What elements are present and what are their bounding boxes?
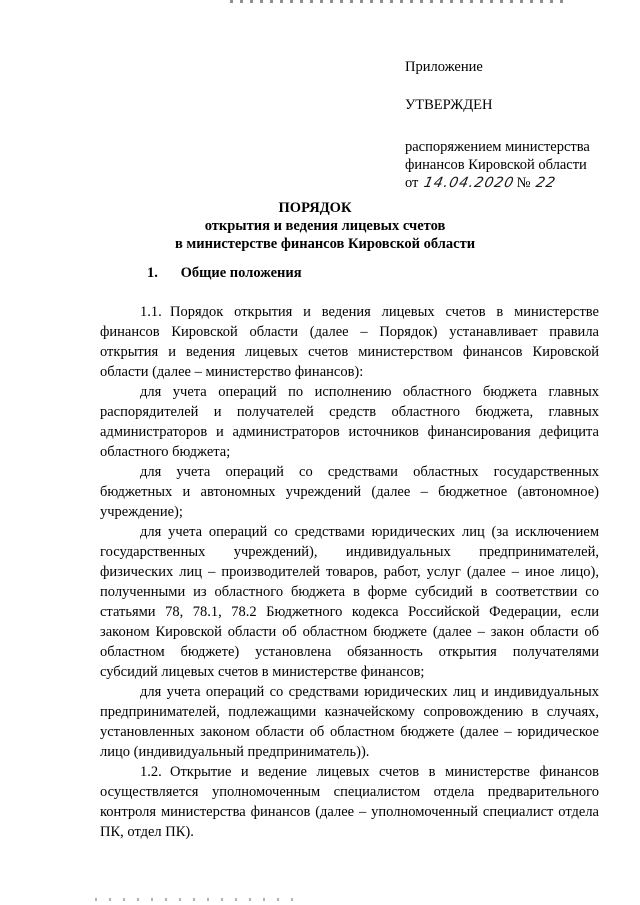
paragraph-text: для учета операций со средствами юридических лиц (за исключением государственных учреждений), индивидуальных предпринимателей, физических лиц – производителей товаров, работ, услуг (далее – иное лицо), полученными из областного бюджета в форме субсидий в соответствии со статьями 78, 78.1, 78.2 Бюджетного кодекса Российской Федерации, если законом Кировской области об областном бюджете (далее – закон области об областном бюджете) установлена обязанность открытия получателями субсидий лицевых счетов в министерстве финансов; (100, 524, 599, 680)
paragraph-text: для учета операций по исполнению областного бюджета главных распорядителей и получателей средств областного бюджета, главных администраторов и администраторов источников финансирования дефицита областного бюджета; (100, 384, 599, 460)
title-line-3: в министерстве финансов Кировской области (174, 236, 476, 252)
paragraph-1-1 (100, 302, 599, 382)
document-title (0, 199, 640, 253)
paragraph-text: Порядок открытия и ведения лицевых счетов в министерстве финансов Кировской области (далее – Порядок) устанавливает правила открытия и ведения лицевых счетов министерством финансов Кировской области (далее – министерство финансов): (100, 304, 599, 380)
paragraph-text: для учета операций со средствами юридических лиц и индивидуальных предпринимателей, подлежащими казначейскому сопровождению в случаях, установленных законом области об областном бюджете (далее – юридическое лицо (индивидуальный предприниматель)). (100, 684, 599, 760)
scan-artifact-bottom (95, 898, 295, 901)
handwritten-number: 22 (534, 175, 558, 191)
approved-label: УТВЕРЖДЕН (405, 97, 493, 113)
handwritten-date: 14.04.2020 (422, 175, 517, 191)
number-label: № (516, 175, 531, 191)
from-label: от (405, 175, 419, 191)
paragraph-text: Открытие и ведение лицевых счетов в министерстве финансов осуществляется уполномоченным специалистом отдела предварительного контроля министерства финансов (далее – уполномоченный специалист отдела ПК, отдел ПК). (100, 764, 599, 840)
scan-artifact-top (230, 0, 570, 3)
approval-date-line (405, 174, 625, 192)
section-heading (147, 264, 302, 282)
title-line-2: открытия и ведения лицевых счетов (204, 218, 446, 234)
paragraph-budget (100, 382, 599, 462)
paragraph-1-2 (100, 762, 599, 842)
appendix-label: Приложение (405, 59, 483, 75)
paragraph-institutions (100, 462, 599, 522)
section-number: 1. (147, 265, 158, 281)
document-body (100, 302, 599, 842)
paragraph-treasury-support (100, 682, 599, 762)
paragraph-number: 1.1. (140, 304, 162, 320)
paragraph-text: для учета операций со средствами областных государственных бюджетных и автономных учреждений (далее – бюджетное (автономное) учреждение); (100, 464, 599, 520)
approval-line-1: распоряжением министерства (405, 139, 590, 155)
paragraph-legal-entities (100, 522, 599, 682)
paragraph-number: 1.2. (140, 764, 162, 780)
title-line-1: ПОРЯДОК (278, 200, 352, 216)
approval-block (405, 58, 625, 192)
approval-line-2: финансов Кировской области (405, 157, 587, 173)
section-title: Общие положения (180, 265, 302, 281)
